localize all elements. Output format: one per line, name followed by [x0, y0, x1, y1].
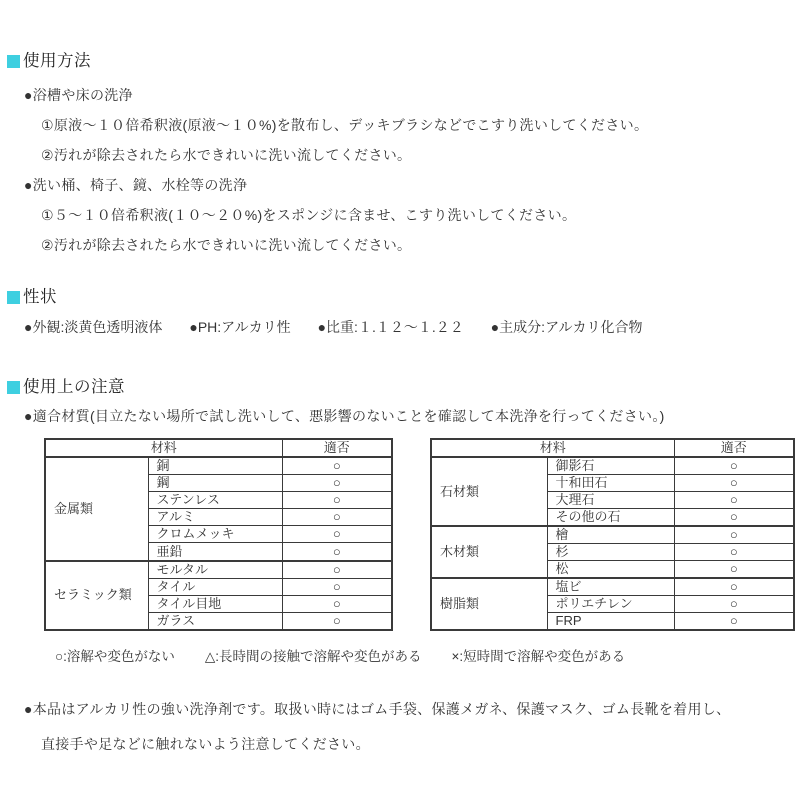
suitability-cell: ○ [674, 613, 794, 631]
table-row [45, 457, 392, 475]
suitability-cell: ○ [282, 475, 392, 492]
usage-section-body [0, 85, 800, 255]
property-item: ●主成分:アルカリ化合物 [490, 319, 643, 335]
section-header-usage [7, 50, 800, 72]
table-row [431, 457, 794, 475]
suitability-cell: ○ [282, 526, 392, 543]
material-item-cell: 鋼 [148, 475, 282, 492]
suitability-cell: ○ [282, 509, 392, 526]
suitability-cell: ○ [674, 492, 794, 509]
suitability-cell: ○ [674, 578, 794, 596]
suitability-column-header: 適否 [282, 439, 392, 457]
legend-item: △:長時間の接触で溶解や変色がある [204, 649, 422, 664]
usage-step: ②汚れが除去されたら水できれいに洗い流してください。 [41, 237, 412, 253]
compat-table [44, 438, 393, 631]
table-head [45, 439, 392, 457]
compat-table [430, 438, 795, 631]
material-column-header: 材料 [45, 439, 282, 457]
section-marker-icon [7, 291, 20, 304]
section-header-properties [7, 286, 800, 308]
material-item-cell: 御影石 [547, 457, 674, 475]
table-head [431, 439, 794, 457]
material-item-cell: 檜 [547, 526, 674, 544]
usage-step: ②汚れが除去されたら水できれいに洗い流してください。 [41, 147, 412, 163]
suitability-cell: ○ [282, 595, 392, 612]
usage-step: ①原液～１０倍希釈液(原液～１０%)を散布し、デッキブラシなどでこすり洗いしてください。 [41, 117, 649, 133]
material-item-cell: 亜鉛 [148, 543, 282, 561]
warning-block [0, 699, 800, 754]
suitability-cell: ○ [282, 543, 392, 561]
suitability-cell: ○ [674, 509, 794, 527]
section-marker-icon [7, 55, 20, 68]
material-item-cell: ガラス [148, 612, 282, 630]
legend-row [55, 648, 800, 666]
suitability-column-header: 適否 [674, 439, 794, 457]
suitability-cell: ○ [674, 561, 794, 579]
warning-line: ●本品はアルカリ性の強い洗浄剤です。取扱い時にはゴム手袋、保護メガネ、保護マスク、ゴム長靴を着用し、 [24, 701, 731, 717]
material-item-cell: タイル目地 [148, 595, 282, 612]
compat-tables [44, 438, 800, 631]
table-row [431, 578, 794, 596]
material-group-cell: 樹脂類 [431, 578, 547, 630]
material-group-cell: 石材類 [431, 457, 547, 526]
table-row [45, 561, 392, 579]
suitability-cell: ○ [282, 578, 392, 595]
section-header-precautions [7, 376, 800, 398]
material-item-cell: ポリエチレン [547, 596, 674, 613]
material-group-cell: セラミック類 [45, 561, 148, 630]
material-group-cell: 金属類 [45, 457, 148, 561]
legend-item: ○:溶解や変色がない [55, 649, 175, 664]
table-body [431, 457, 794, 630]
usage-target-heading: ●洗い桶、椅子、鏡、水栓等の洗浄 [24, 177, 248, 193]
material-item-cell: その他の石 [547, 509, 674, 527]
section-title: 使用方法 [23, 52, 91, 70]
material-item-cell: 銅 [148, 457, 282, 475]
material-item-cell: FRP [547, 613, 674, 631]
suitability-cell: ○ [282, 561, 392, 579]
material-compatibility-note: ●適合材質(目立たない場所で試し洗いして、悪影響のないことを確認して本洗浄を行ってください。) [24, 408, 665, 424]
suitability-cell: ○ [674, 526, 794, 544]
suitability-cell: ○ [674, 596, 794, 613]
property-item: ●比重:１.１２～１.２２ [317, 319, 464, 335]
material-item-cell: 杉 [547, 544, 674, 561]
table-body [45, 457, 392, 630]
usage-step: ①５～１０倍希釈液(１０～２０%)をスポンジに含ませ、こすり洗いしてください。 [41, 207, 577, 223]
material-item-cell: クロムメッキ [148, 526, 282, 543]
suitability-cell: ○ [282, 492, 392, 509]
material-item-cell: ステンレス [148, 492, 282, 509]
legend-item: ×:短時間で溶解や変色がある [451, 649, 626, 664]
usage-target-heading: ●浴槽や床の洗浄 [24, 87, 133, 103]
suitability-cell: ○ [674, 544, 794, 561]
material-item-cell: 松 [547, 561, 674, 579]
property-item: ●外観:淡黄色透明液体 [24, 319, 163, 335]
suitability-cell: ○ [674, 457, 794, 475]
material-column-header: 材料 [431, 439, 674, 457]
property-item: ●PH:アルカリ性 [189, 319, 291, 335]
suitability-cell: ○ [282, 612, 392, 630]
suitability-cell: ○ [674, 475, 794, 492]
material-group-cell: 木材類 [431, 526, 547, 578]
suitability-cell: ○ [282, 457, 392, 475]
material-item-cell: 十和田石 [547, 475, 674, 492]
material-item-cell: モルタル [148, 561, 282, 579]
material-item-cell: 大理石 [547, 492, 674, 509]
table-header-row [431, 439, 794, 457]
section-title: 性状 [23, 288, 57, 306]
table-row [431, 526, 794, 544]
table-header-row [45, 439, 392, 457]
material-item-cell: 塩ビ [547, 578, 674, 596]
material-item-cell: アルミ [148, 509, 282, 526]
properties-row [24, 317, 800, 337]
section-title: 使用上の注意 [23, 378, 125, 396]
material-item-cell: タイル [148, 578, 282, 595]
section-marker-icon [7, 381, 20, 394]
warning-line: 直接手や足などに触れないよう注意してください。 [41, 736, 370, 752]
